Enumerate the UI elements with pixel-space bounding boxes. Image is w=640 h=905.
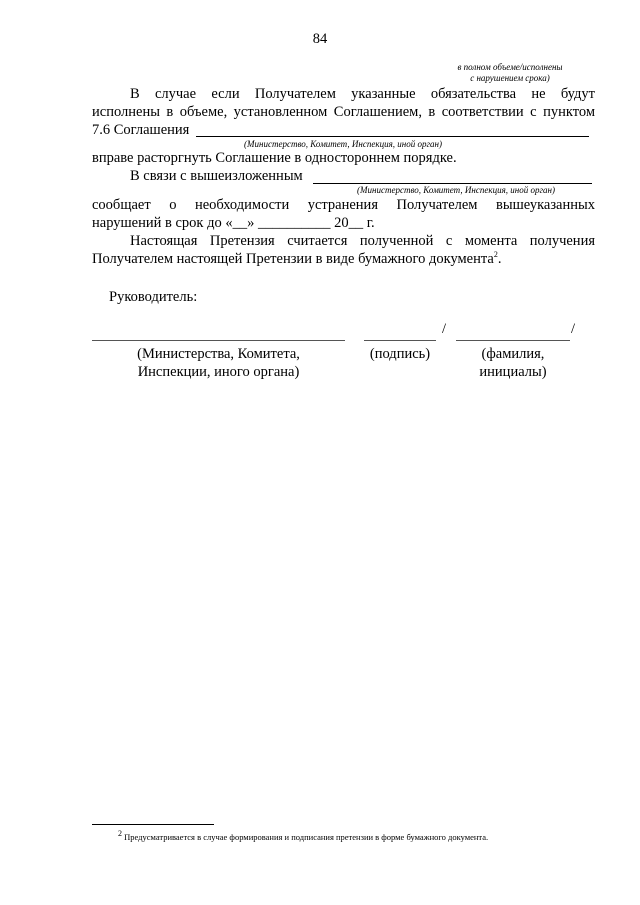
footnote-marker: 2 xyxy=(118,829,122,839)
signature-title: Руководитель: xyxy=(109,289,198,305)
p3-line2-end: . xyxy=(497,251,502,267)
caption-name-line1: (фамилия, xyxy=(481,346,545,362)
footnote-text: Предусматривается в случае формирования и подписания претензии в форме бумажного документа. xyxy=(124,832,489,842)
p1-line1: В случае если Получателем указанные обязательства не будут xyxy=(130,86,595,102)
p1-fill-line xyxy=(196,136,589,137)
footnote-separator xyxy=(92,824,214,825)
footnote xyxy=(118,829,489,843)
p2-line2: сообщает о необходимости устранения Получателем вышеуказанных xyxy=(92,197,595,213)
signature-slash-2: / xyxy=(571,321,576,337)
p2-caption: (Министерство, Комитет, Инспекция, иной орган) xyxy=(357,185,555,195)
signature-slash-1: / xyxy=(442,321,447,337)
p3-line1: Настоящая Претензия считается полученной с момента получения xyxy=(130,233,595,249)
header-note-line2: с нарушением срока) xyxy=(470,73,550,83)
caption-name-line2: инициалы) xyxy=(479,364,547,380)
footnote-ref: 2 xyxy=(493,250,498,260)
p3-line2-wrap xyxy=(92,251,501,268)
p3-line2: Получателем настоящей Претензии в виде бумажного документа xyxy=(92,251,494,267)
caption-org-line1: (Министерства, Комитета, xyxy=(137,346,300,362)
p1-line2: исполнены в объеме, установленном Соглашением, в соответствии с пунктом xyxy=(92,104,595,120)
header-note-line1: в полном объеме/исполнены xyxy=(457,62,563,72)
p2-fill-line xyxy=(313,183,592,184)
page-number: 84 xyxy=(312,31,328,47)
caption-sign: (подпись) xyxy=(369,346,431,362)
signature-name-line xyxy=(456,340,570,341)
signature-sign-line xyxy=(364,340,436,341)
caption-org-line2: Инспекции, иного органа) xyxy=(137,364,300,380)
p1-caption: (Министерство, Комитет, Инспекция, иной орган) xyxy=(244,139,442,149)
p2-line3: нарушений в срок до «__» __________ 20__ г. xyxy=(92,215,375,231)
p1-line4: вправе расторгнуть Соглашение в одностороннем порядке. xyxy=(92,150,457,166)
p1-line3-lead: 7.6 Соглашения xyxy=(92,122,190,138)
p2-line1-lead: В связи с вышеизложенным xyxy=(130,168,303,184)
signature-org-line xyxy=(92,340,345,341)
